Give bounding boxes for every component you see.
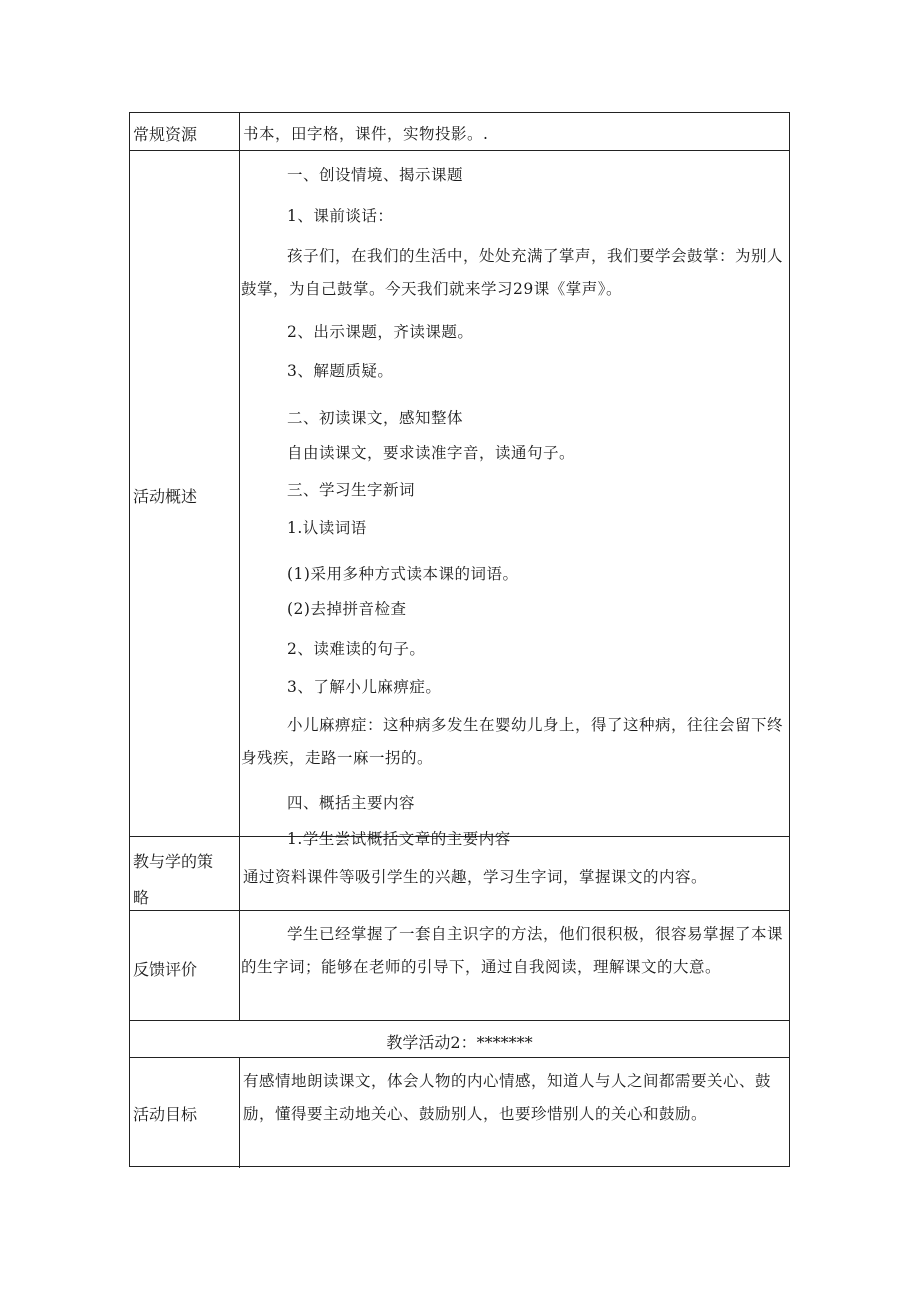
content-cell [241,1058,789,1168]
content-cell [241,113,789,150]
lesson-plan-table [129,112,790,1167]
overview-line: 1、课前谈话： [287,207,394,225]
label-cell [130,911,240,1020]
label-resources: 常规资源 [133,125,198,144]
feedback-text: 学生已经掌握了一套自主识字的方法，他们很积极，很容易掌握了本课的生字词；能够在老师的引导下，通过自我阅读，理解课文的大意。 [241,925,784,976]
label-cell [130,837,240,910]
row-activity2-header [130,1021,789,1058]
overview-line: 四、概括主要内容 [287,794,416,812]
overview-paragraph: 孩子们，在我们的生活中，处处充满了掌声，我们要学会鼓掌：为别人鼓掌，为自己鼓掌。今天我们就来学习29课《掌声》。 [241,247,784,298]
overview-line: (2)去掉拼音检查 [287,600,407,618]
content-cell [241,911,789,1020]
overview-line: 二、初读课文，感知整体 [287,409,464,427]
overview-line: 自由读课文，要求读准字音，读通句子。 [287,444,576,462]
content-cell [241,837,789,910]
label-strategy-line2: 略 [133,888,150,907]
row-strategy [130,837,789,911]
overview-line: 1.认读词语 [287,519,367,537]
label-cell [130,1058,240,1168]
content-cell [241,151,789,848]
label-feedback: 反馈评价 [133,960,198,979]
overview-line: 3、了解小儿麻痹症。 [287,678,442,696]
activity2-title: 教学活动2：******* [386,1033,533,1052]
overview-line: 一、创设情境、揭示课题 [287,166,464,184]
strategy-text: 通过资料课件等吸引学生的兴趣，学习生字词，掌握课文的内容。 [243,868,708,886]
goals-text: 有感情地朗读课文，体会人物的内心情感，知道人与人之间都需要关心、鼓励，懂得要主动地关心、鼓励别人，也要珍惜别人的关心和鼓励。 [243,1072,772,1123]
overview-line-clipped: 1.学生尝试概括文章的主要内容 [287,830,511,848]
row-feedback [130,911,789,1021]
row-resources [130,113,789,151]
overview-line: 2、读难读的句子。 [287,640,426,658]
overview-line: (1)采用多种方式读本课的词语。 [287,565,519,583]
overview-line: 3、解题质疑。 [287,362,394,380]
label-overview: 活动概述 [133,487,198,506]
label-strategy-line1: 教与学的策 [133,852,214,871]
resources-text: 书本，田字格，课件，实物投影。. [243,125,489,143]
overview-paragraph: 小儿麻痹症：这种病多发生在婴幼儿身上，得了这种病，往往会留下终身残疾，走路一麻一拐的。 [241,716,784,767]
label-cell [130,151,240,836]
overview-line: 三、学习生字新词 [287,481,416,499]
label-goals: 活动目标 [133,1105,198,1124]
row-overview [130,151,789,848]
row-goals [130,1058,789,1168]
label-cell [130,113,240,150]
overview-line: 2、出示课题，齐读课题。 [287,323,474,341]
